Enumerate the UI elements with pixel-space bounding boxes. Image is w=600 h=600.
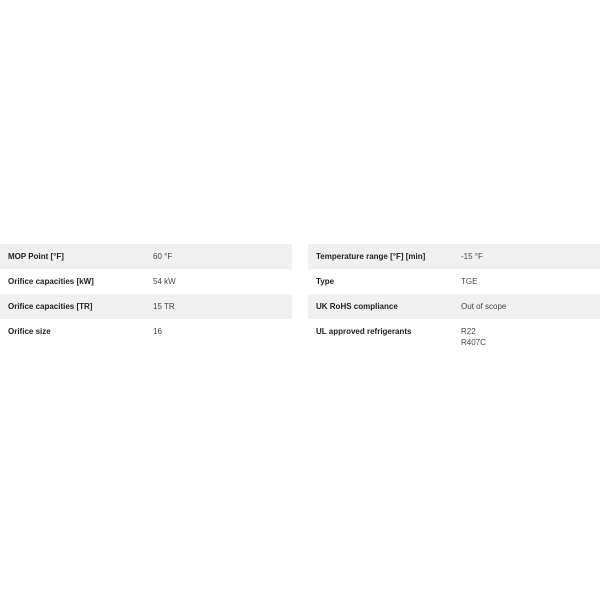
spec-label: UK RoHS compliance — [316, 302, 398, 311]
spec-value: TGE — [461, 277, 478, 286]
spec-row-uk-rohs-compliance — [308, 294, 600, 319]
refrigerant-item: R22 — [461, 327, 476, 336]
spec-table-right — [308, 244, 600, 353]
spec-value: Out of scope — [461, 302, 507, 311]
spec-value: 60 °F — [153, 252, 173, 261]
spec-row-type — [308, 269, 600, 294]
spec-label: Orifice size — [8, 327, 51, 336]
spec-label: MOP Point [°F] — [8, 252, 64, 261]
spec-row-orifice-capacities-kw — [0, 269, 292, 294]
spec-label: UL approved refrigerants — [316, 327, 412, 336]
spec-row-ul-approved-refrigerants — [308, 319, 600, 353]
spec-row-orifice-capacities-tr — [0, 294, 292, 319]
spec-value: 54 kW — [153, 277, 176, 286]
spec-value: 16 — [153, 327, 162, 336]
spec-label: Orifice capacities [kW] — [8, 277, 94, 286]
spec-row-temperature-range — [308, 244, 600, 269]
spec-label: Type — [316, 277, 335, 286]
spec-row-orifice-size — [0, 319, 292, 344]
refrigerant-item: R407C — [461, 338, 486, 347]
spec-value-list — [461, 326, 486, 348]
spec-label: Orifice capacities [TR] — [8, 302, 93, 311]
spec-value: -15 °F — [461, 252, 483, 261]
spec-table-left — [0, 244, 292, 344]
spec-label: Temperature range [°F] [min] — [316, 252, 426, 261]
specification-panel — [0, 244, 600, 354]
spec-row-mop-point — [0, 244, 292, 269]
spec-value: 15 TR — [153, 302, 175, 311]
